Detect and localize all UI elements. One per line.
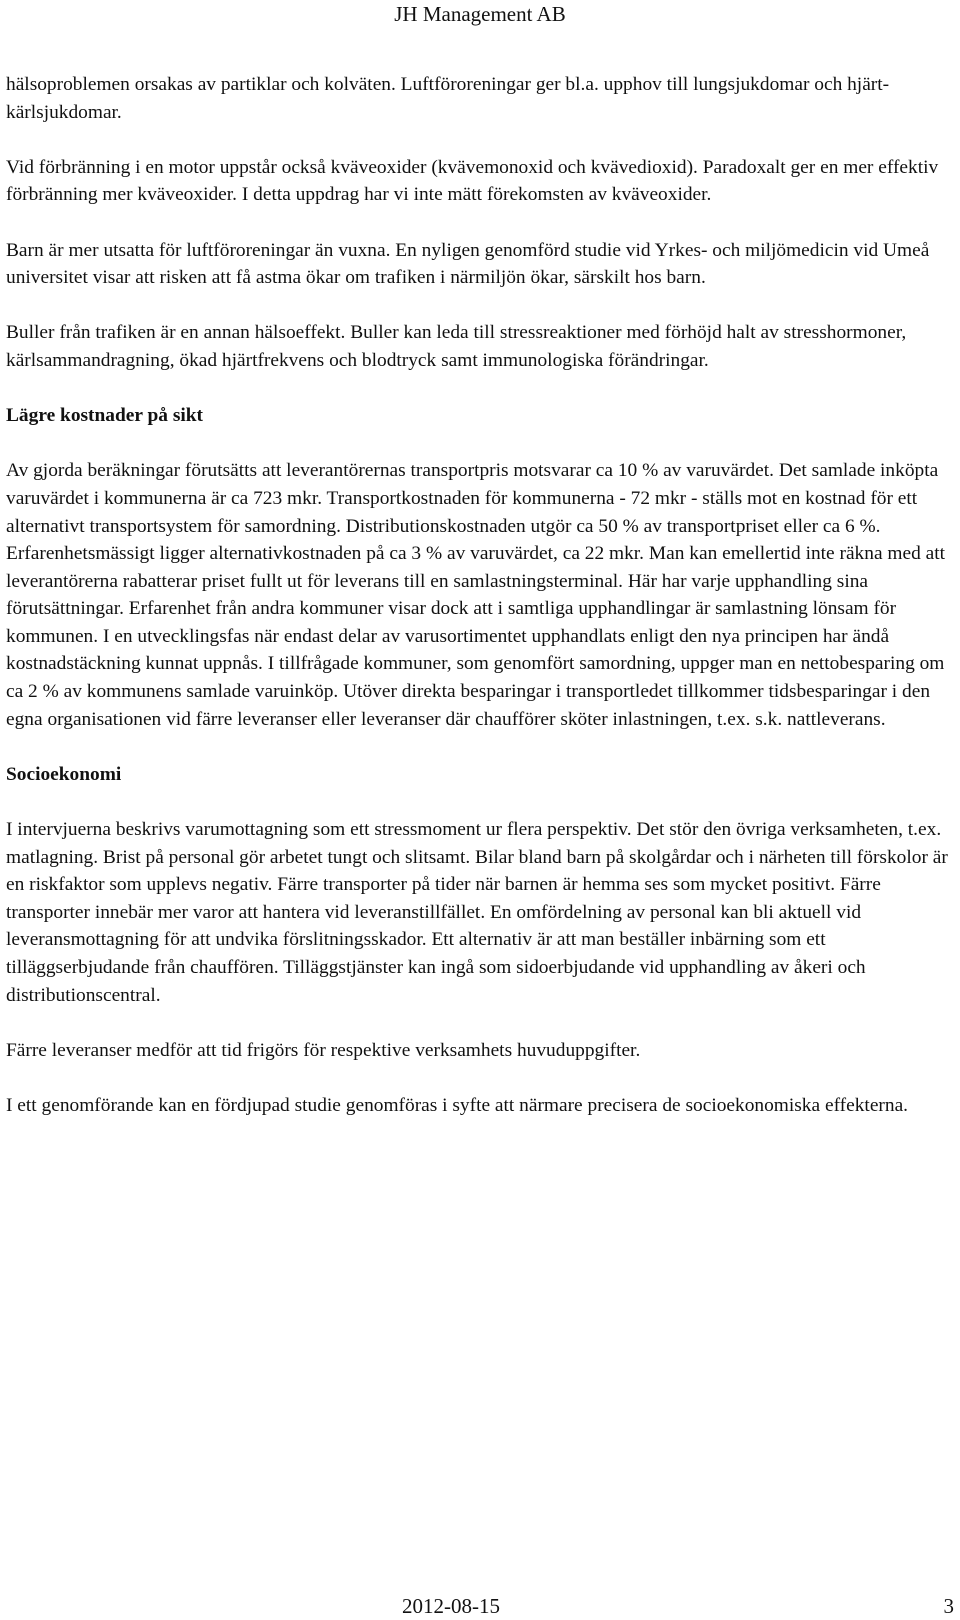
paragraph-interviews: I intervjuerna beskrivs varumottagning som ett stressmoment ur flera perspektiv. Det stör den övriga verksamheten, t.ex. matlagning. Brist på personal gör arbetet tungt och slitsamt. Bilar bland barn på skolgårdar och i närheten till förskolor är en riskfaktor som upplevs negativ. Färre transporter på tider när barnen är hemma ses som mycket positivt. Färre transporter innebär mer varor att hantera vid leveranstillfället. En omfördelning av personal kan bli aktuell vid leveransmottagning för att undvika förslitningsskador. Ett alternativ är att man beställer inbärning som ett tilläggserbjudande från chauffören. Tilläggstjänster kan ingå som sidoerbjudande vid upphandling av åkeri och distributionscentral. [6,819,948,1006]
page-header: JH Management AB [394,2,566,26]
footer-date: 2012-08-15 [402,1594,500,1618]
heading-lower-costs: Lägre kostnader på sikt [6,405,203,427]
paragraph-nitrogen-oxides: Vid förbränning i en motor uppstår också kväveoxider (kvävemonoxid och kvävedioxid). Paradoxalt ger en mer effektiv förbränning mer kväveoxider. I detta uppdrag har vi inte mätt förekomsten av kväveoxider. [6,156,939,206]
paragraph-children-exposure: Barn är mer utsatta för luftföroreningar än vuxna. En nyligen genomförd studie vid Yrkes- och miljömedicin vid Umeå universitet visar att risken att få astma ökar om trafiken i närmiljön ökar, särskilt hos barn. [6,239,930,289]
paragraph-cost-calculations: Av gjorda beräkningar förutsätts att leverantörernas transportpris motsvarar ca 10 % av varuvärdet. Det samlade inköpta varuvärdet i kommunerna är ca 723 mkr. Transportkostnaden för kommunerna - 72 mkr - ställs mot en kostnad för ett alternativt transportsystem för samordning. Distributionskostnaden utgör ca 50 % av transportpriset eller ca 6 %. Erfarenhetsmässigt ligger alternativkostnaden på ca 3 % av varuvärdet, ca 22 mkr. Man kan emellertid inte räkna med att leverantörerna rabatterar priset fullt ut för leverans till en samlastningsterminal. Här har varje upphandling sina förutsättningar. Erfarenhet från andra kommuner visar dock att i samtliga upphandlingar är samlastning lönsam för kommunen. I en utvecklingsfas när endast delar av varusortimentet upphandlats enligt den nya principen har ändå kostnadstäckning kunnat uppnås. I tillfrågade kommuner, som genomfört samordning, uppger man en nettobesparing om ca 2 % av kommunens samlade varuinköp. Utöver direkta besparingar i transportledet tillkommer tidsbesparingar i den egna organisationen vid färre leveranser eller leveranser där chaufförer sköter inlastningen, t.ex. s.k. nattleverans. [6,460,946,730]
paragraph-further-study: I ett genomförande kan en fördjupad studie genomföras i syfte att närmare precisera de socioekonomiska effekterna. [6,1094,909,1116]
page-number: 3 [943,1594,954,1618]
paragraph-fewer-deliveries: Färre leveranser medför att tid frigörs för respektive verksamhets huvuduppgifter. [6,1039,641,1061]
document-body [6,71,954,1147]
heading-socioeconomics: Socioekonomi [6,763,122,785]
paragraph-health-problems: hälsoproblemen orsakas av partiklar och kolväten. Luftföroreningar ger bl.a. upphov till lungsjukdomar och hjärt-kärlsjukdomar. [6,74,890,123]
paragraph-traffic-noise: Buller från trafiken är en annan hälsoeffekt. Buller kan leda till stressreaktioner med förhöjd halt av stresshormoner, kärlsammandragning, ökad hjärtfrekvens och blodtryck samt immunologiska förändringar. [6,322,907,371]
